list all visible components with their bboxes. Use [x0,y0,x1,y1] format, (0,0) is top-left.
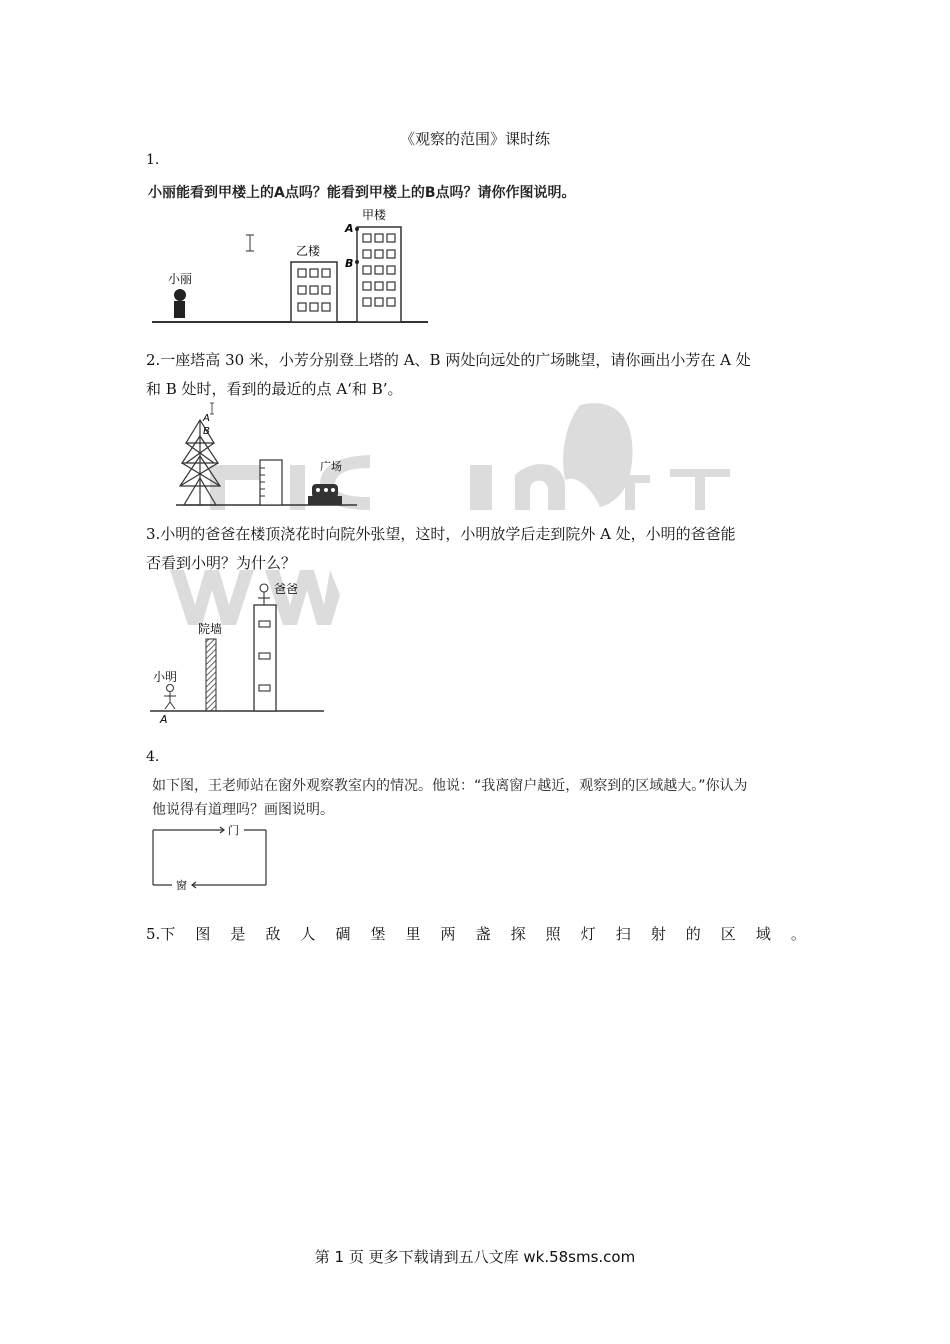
question-3-line-1: 3.小明的爸爸在楼顶浇花时向院外张望，这时，小明放学后走到院外 A 处，小明的爸爸能 [146,525,736,543]
question-4-line-2: 他说得有道理吗？画图说明。 [152,802,334,818]
question-5-char: 射 [650,925,666,943]
question-3-text [146,520,806,578]
page-footer: 第 1 页 更多下载请到五八文库 wk.58sms.com [314,1248,636,1266]
label-point-b: B [345,257,354,270]
question-1-text: 小丽能看到甲楼上的A点吗？能看到甲楼上的B点吗？请你作图说明。 [148,185,576,201]
question-5-char: 探 [510,925,526,943]
question-4-number: 4. [146,749,160,765]
label-tower-a: A [203,413,210,424]
question-4-figure [148,820,273,892]
question-5-char: 两 [440,925,456,943]
question-2-line-2: 和 B 处时，看到的最近的点 A‘和 B’。 [146,380,403,398]
question-2-line-1: 2.一座塔高 30 米，小芳分别登上塔的 A、B 两处向远处的广场眺望，请你画出小芳在 A 处 [146,351,751,369]
label-door: 门 [228,824,239,837]
label-plaza: 广场 [320,460,342,473]
question-5-char: 盏 [475,925,491,943]
label-point-a-outside: A [160,713,168,725]
question-5-char: 堡 [370,925,386,943]
question-5-char: 照 [545,925,561,943]
label-yi-building: 乙楼 [296,244,321,258]
question-2-text [146,346,806,404]
label-dad: 爸爸 [274,582,299,596]
question-5-char: 敌 [265,925,281,943]
label-xiaoli: 小丽 [168,272,193,286]
label-wall: 院墙 [198,622,223,636]
question-5-char: 扫 [615,925,631,943]
label-xiaoming: 小明 [153,670,178,684]
question-5-char: 图 [195,925,211,943]
question-3-line-2: 否看到小明？为什么？ [146,554,297,572]
question-5-char: 灯 [580,925,596,943]
question-5-char: 碉 [335,925,351,943]
label-jia-building: 甲楼 [362,208,387,222]
question-5-char: 里 [405,925,421,943]
question-5-char: 的 [685,925,701,943]
label-tower-b: B [203,426,210,437]
label-point-a: A [345,222,354,235]
question-3-figure [148,575,328,725]
question-5-char: 域 [755,925,771,943]
label-window: 窗 [176,879,187,892]
question-1-number: 1. [146,152,160,168]
question-5-char: 是 [230,925,246,943]
question-4-line-1: 如下图，王老师站在窗外观察教室内的情况。他说：“我离窗户越近，观察到的区域越大。”你认为 [152,778,748,794]
question-2-figure [172,398,362,510]
question-1-figure [148,205,433,327]
question-5-text [146,923,806,944]
question-5-char: 。 [790,925,806,943]
question-4-text [152,774,748,822]
question-5-char: 区 [720,925,736,943]
page-title: 《观察的范围》课时练 [399,130,550,148]
question-5-char: 5.下 [146,925,176,943]
question-5-char: 人 [300,925,316,943]
